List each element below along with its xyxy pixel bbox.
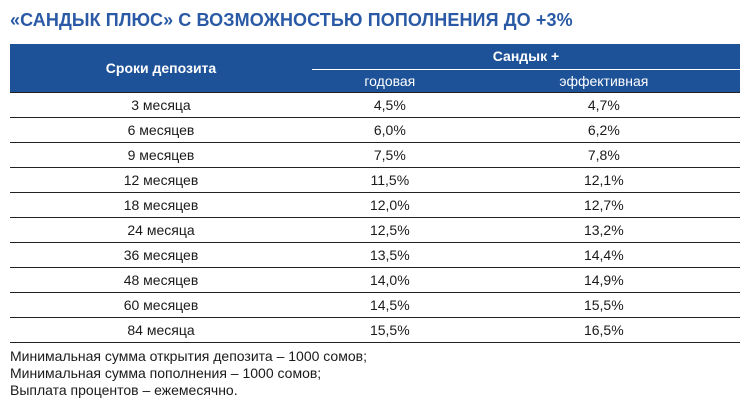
table-row	[10, 143, 740, 168]
deposit-conditions-notes	[10, 348, 367, 399]
table-row	[10, 318, 740, 343]
annual-rate-cell: 4,5%	[312, 93, 468, 118]
sandyk-plus-group-header: Сандык +	[312, 44, 740, 69]
annual-rate-cell: 12,5%	[312, 218, 468, 243]
annual-rate-cell: 12,0%	[312, 193, 468, 218]
annual-rate-cell: 15,5%	[312, 318, 468, 343]
effective-rate-cell: 15,5%	[468, 293, 740, 318]
term-column-header: Сроки депозита	[10, 44, 312, 93]
effective-rate-header: эффективная	[468, 69, 740, 92]
table-row	[10, 193, 740, 218]
page-title: «САНДЫК ПЛЮС» С ВОЗМОЖНОСТЬЮ ПОПОЛНЕНИЯ ДО +3%	[10, 10, 573, 30]
annual-rate-cell: 11,5%	[312, 168, 468, 193]
effective-rate-cell: 13,2%	[468, 218, 740, 243]
effective-rate-cell: 7,8%	[468, 143, 740, 168]
table-header	[10, 44, 740, 93]
table-row	[10, 118, 740, 143]
annual-rate-header: годовая	[312, 69, 468, 92]
term-cell: 84 месяца	[10, 318, 312, 343]
note-min-opening-amount: Минимальная сумма открытия депозита – 1000 сомов;	[10, 348, 367, 364]
annual-rate-cell: 14,5%	[312, 293, 468, 318]
term-cell: 18 месяцев	[10, 193, 312, 218]
table-row	[10, 168, 740, 193]
header-row-top	[10, 44, 740, 69]
table-row	[10, 243, 740, 268]
term-cell: 12 месяцев	[10, 168, 312, 193]
term-cell: 6 месяцев	[10, 118, 312, 143]
annual-rate-cell: 14,0%	[312, 268, 468, 293]
term-cell: 48 месяцев	[10, 268, 312, 293]
table-row	[10, 93, 740, 118]
table-row	[10, 268, 740, 293]
effective-rate-cell: 16,5%	[468, 318, 740, 343]
table-row	[10, 218, 740, 243]
term-cell: 3 месяца	[10, 93, 312, 118]
note-interest-payout: Выплата процентов – ежемесячно.	[10, 382, 238, 398]
effective-rate-cell: 6,2%	[468, 118, 740, 143]
effective-rate-cell: 12,7%	[468, 193, 740, 218]
effective-rate-cell: 14,4%	[468, 243, 740, 268]
term-cell: 9 месяцев	[10, 143, 312, 168]
term-cell: 60 месяцев	[10, 293, 312, 318]
effective-rate-cell: 14,9%	[468, 268, 740, 293]
effective-rate-cell: 12,1%	[468, 168, 740, 193]
annual-rate-cell: 13,5%	[312, 243, 468, 268]
note-min-topup-amount: Минимальная сумма пополнения – 1000 сомов;	[10, 365, 322, 381]
table-row	[10, 293, 740, 318]
deposit-rates-table	[10, 44, 740, 343]
term-cell: 24 месяца	[10, 218, 312, 243]
annual-rate-cell: 7,5%	[312, 143, 468, 168]
annual-rate-cell: 6,0%	[312, 118, 468, 143]
effective-rate-cell: 4,7%	[468, 93, 740, 118]
term-cell: 36 месяцев	[10, 243, 312, 268]
table-body	[10, 93, 740, 343]
